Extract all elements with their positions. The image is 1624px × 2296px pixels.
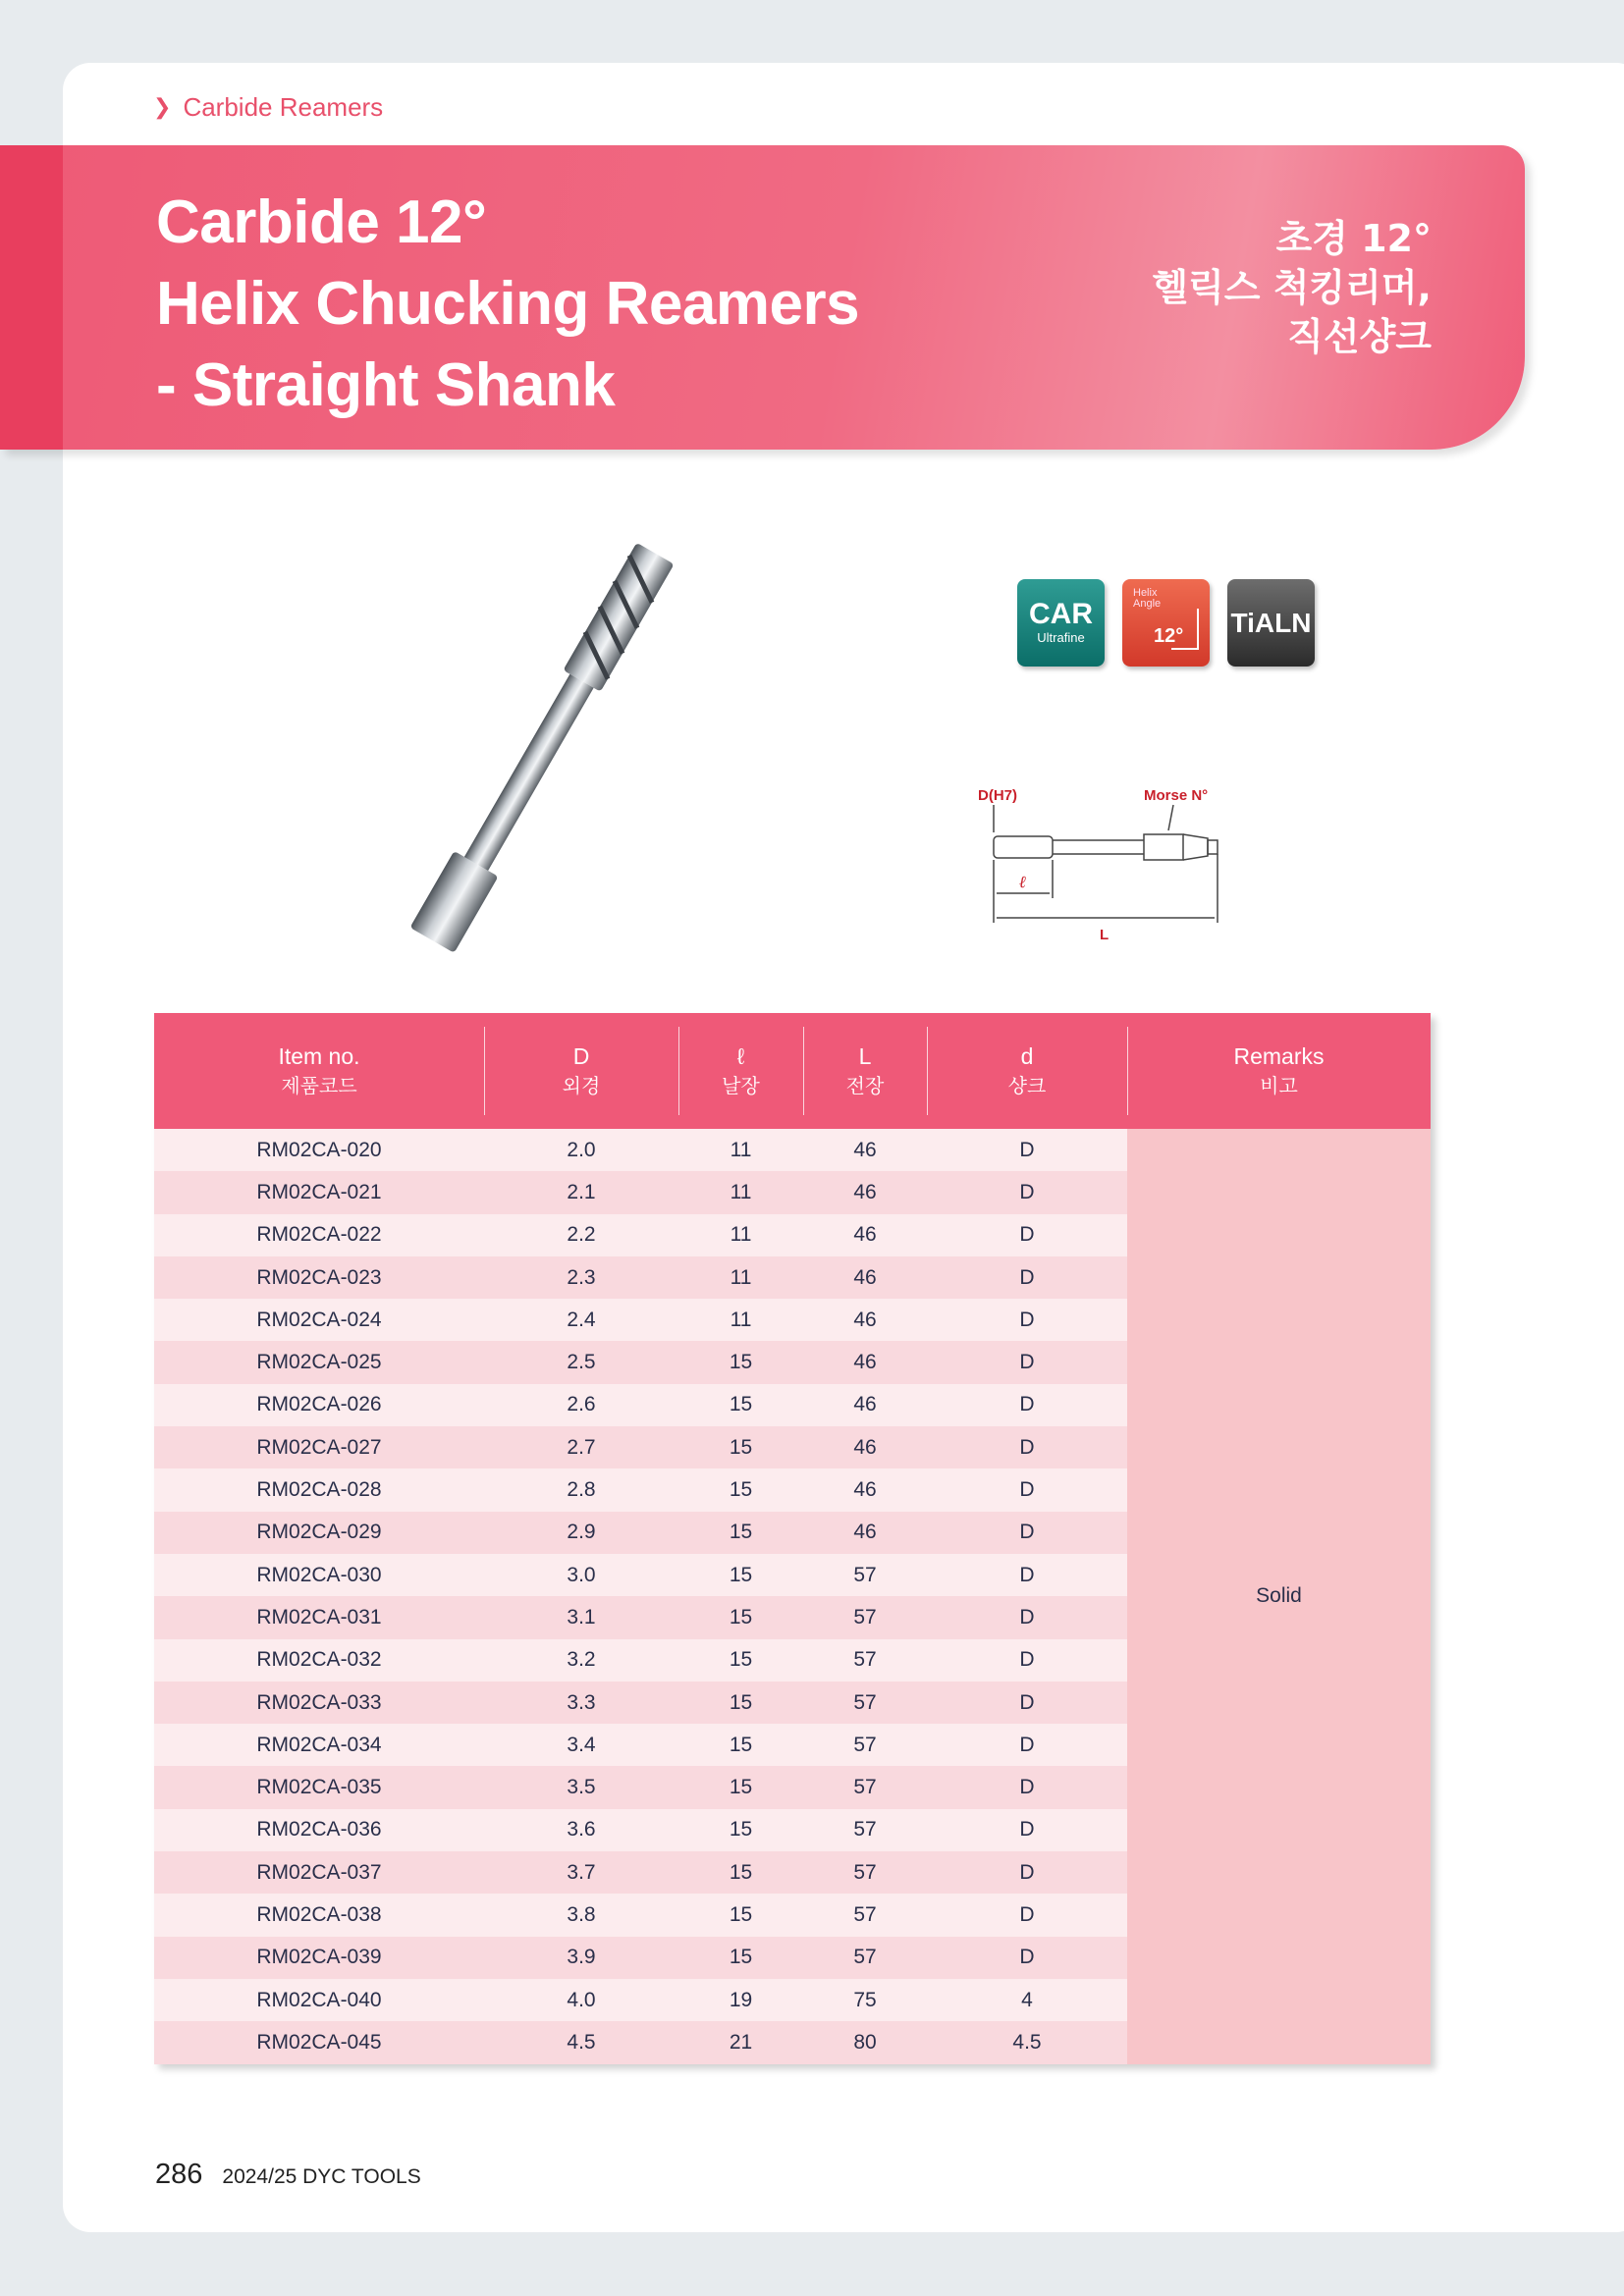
header-item-no: Item no. 제품코드 (278, 1043, 360, 1097)
cell-total-length: 46 (853, 1351, 877, 1374)
cell-diameter: 2.3 (567, 1265, 596, 1289)
breadcrumb[interactable] (153, 91, 383, 123)
cell-flute-length: 15 (729, 1435, 753, 1459)
cell-total-length: 57 (853, 1648, 877, 1672)
header-remarks: Remarks 비고 (1127, 1013, 1431, 1129)
cell-item-no: RM02CA-036 (256, 1818, 382, 1842)
cell-total-length: 46 (853, 1265, 877, 1289)
cell-total-length: 80 (853, 2030, 877, 2054)
cell-flute-length: 11 (730, 1265, 752, 1289)
cell-flute-length: 15 (729, 1605, 753, 1629)
title-line-1: Carbide 12° (156, 188, 487, 256)
cell-diameter: 4.5 (567, 2030, 596, 2054)
cell-shank: 4.5 (1012, 2030, 1042, 2054)
cell-shank: D (1019, 1818, 1035, 1842)
header-total-length: L 전장 (803, 1013, 927, 1129)
cell-item-no: RM02CA-027 (256, 1435, 382, 1459)
cell-item-no: RM02CA-035 (256, 1776, 382, 1799)
title-ko-line-3: 직선샹크 (1287, 315, 1432, 358)
cell-total-length: 46 (853, 1435, 877, 1459)
banner-edge (0, 145, 63, 450)
cell-item-no: RM02CA-022 (256, 1223, 382, 1247)
cell-diameter: 3.0 (567, 1563, 596, 1586)
cell-total-length: 57 (853, 1776, 877, 1799)
cell-diameter: 3.6 (567, 1818, 596, 1842)
cell-diameter: 2.5 (567, 1351, 596, 1374)
feature-badges (1017, 579, 1315, 667)
cell-diameter: 3.3 (567, 1690, 596, 1714)
cell-flute-length: 21 (729, 2030, 753, 2054)
cell-shank: D (1019, 1902, 1035, 1926)
cell-diameter: 3.8 (567, 1902, 596, 1926)
cell-shank: 4 (1021, 1988, 1033, 2011)
remarks-cell: Solid (1127, 1129, 1431, 2064)
carbide-badge-label: CAR (1029, 597, 1093, 630)
cell-shank: D (1019, 1946, 1035, 1969)
coating-badge-label: TiALN (1230, 607, 1312, 638)
cell-total-length: 46 (853, 1478, 877, 1502)
cell-shank: D (1019, 1860, 1035, 1884)
cell-shank: D (1019, 1776, 1035, 1799)
title-ko-line-1: 초경 12° (1275, 217, 1432, 260)
cell-flute-length: 11 (730, 1308, 752, 1331)
cell-total-length: 46 (853, 1180, 877, 1203)
cell-item-no: RM02CA-033 (256, 1690, 382, 1714)
cell-total-length: 57 (853, 1733, 877, 1756)
cell-diameter: 3.9 (567, 1946, 596, 1969)
cell-flute-length: 15 (729, 1776, 753, 1799)
cell-total-length: 57 (853, 1605, 877, 1629)
cell-item-no: RM02CA-039 (256, 1946, 382, 1969)
cell-shank: D (1019, 1435, 1035, 1459)
dimension-diagram (972, 775, 1365, 947)
cell-shank: D (1019, 1733, 1035, 1756)
cell-total-length: 57 (853, 1563, 877, 1586)
cell-shank: D (1019, 1605, 1035, 1629)
cell-diameter: 2.9 (567, 1521, 596, 1544)
chevron-right-icon: ❯ (153, 94, 172, 119)
cell-flute-length: 15 (729, 1860, 753, 1884)
cell-shank: D (1019, 1521, 1035, 1544)
cell-shank: D (1019, 1351, 1035, 1374)
cell-item-no: RM02CA-040 (256, 1988, 382, 2011)
cell-flute-length: 15 (729, 1946, 753, 1969)
table-header (154, 1013, 1431, 1129)
cell-diameter: 3.7 (567, 1860, 596, 1884)
cell-item-no: RM02CA-028 (256, 1478, 382, 1502)
cell-item-no: RM02CA-030 (256, 1563, 382, 1586)
cell-diameter: 2.7 (567, 1435, 596, 1459)
cell-item-no: RM02CA-021 (256, 1180, 382, 1203)
cell-item-no: RM02CA-025 (256, 1351, 382, 1374)
cell-flute-length: 11 (730, 1180, 752, 1203)
diagram-label-morse: Morse N° (1144, 787, 1209, 804)
header-flute-length: ℓ 날장 (678, 1013, 803, 1129)
cell-total-length: 57 (853, 1818, 877, 1842)
cell-diameter: 3.2 (567, 1648, 596, 1672)
cell-flute-length: 15 (729, 1648, 753, 1672)
cell-total-length: 46 (853, 1308, 877, 1331)
cell-total-length: 46 (853, 1393, 877, 1416)
cell-item-no: RM02CA-024 (256, 1308, 382, 1331)
title-line-2: Helix Chucking Reamers (156, 270, 860, 338)
diagram-label-l-small: ℓ (1019, 873, 1027, 891)
page-title (156, 182, 859, 426)
cell-flute-length: 19 (729, 1988, 753, 2011)
header-shank: d 샹크 (927, 1013, 1127, 1129)
cell-shank: D (1019, 1648, 1035, 1672)
cell-diameter: 2.6 (567, 1393, 596, 1416)
cell-diameter: 2.0 (567, 1138, 596, 1161)
cell-total-length: 57 (853, 1902, 877, 1926)
cell-flute-length: 15 (729, 1818, 753, 1842)
cell-flute-length: 15 (729, 1521, 753, 1544)
cell-total-length: 46 (853, 1138, 877, 1161)
header-diameter: D 외경 (484, 1013, 678, 1129)
coating-badge (1227, 579, 1315, 667)
cell-flute-length: 15 (729, 1563, 753, 1586)
breadcrumb-label: Carbide Reamers (183, 91, 384, 122)
diagram-label-d: D(H7) (978, 787, 1017, 804)
table-body (154, 1129, 1431, 2064)
cell-item-no: RM02CA-045 (256, 2030, 382, 2054)
cell-shank: D (1019, 1223, 1035, 1247)
cell-item-no: RM02CA-031 (256, 1605, 382, 1629)
helix-angle-badge (1122, 579, 1210, 667)
page-number: 286 (155, 2159, 203, 2190)
page-footer (155, 2159, 421, 2191)
helix-badge-value: 12° (1154, 625, 1184, 647)
cell-diameter: 2.1 (567, 1180, 596, 1203)
cell-diameter: 3.4 (567, 1733, 596, 1756)
helix-badge-text: Helix Angle (1133, 587, 1162, 610)
cell-flute-length: 15 (729, 1393, 753, 1416)
cell-flute-length: 15 (729, 1478, 753, 1502)
page-title-korean (1152, 214, 1432, 361)
cell-diameter: 3.5 (567, 1776, 596, 1799)
reamer-photo (285, 515, 835, 957)
title-ko-line-2: 헬릭스 척킹리머, (1152, 266, 1432, 309)
cell-item-no: RM02CA-038 (256, 1902, 382, 1926)
cell-diameter: 4.0 (567, 1988, 596, 2011)
cell-shank: D (1019, 1138, 1035, 1161)
title-line-3: - Straight Shank (156, 351, 616, 419)
cell-total-length: 46 (853, 1521, 877, 1544)
cell-diameter: 3.1 (567, 1605, 596, 1629)
carbide-badge-sub: Ultrafine (1037, 629, 1085, 645)
cell-flute-length: 15 (729, 1733, 753, 1756)
cell-total-length: 57 (853, 1690, 877, 1714)
cell-item-no: RM02CA-037 (256, 1860, 382, 1884)
cell-diameter: 2.4 (567, 1308, 596, 1331)
cell-shank: D (1019, 1308, 1035, 1331)
diagram-label-L: L (1100, 927, 1110, 943)
cell-shank: D (1019, 1180, 1035, 1203)
cell-item-no: RM02CA-026 (256, 1393, 382, 1416)
cell-item-no: RM02CA-032 (256, 1648, 382, 1672)
cell-flute-length: 15 (729, 1690, 753, 1714)
cell-item-no: RM02CA-034 (256, 1733, 382, 1756)
cell-diameter: 2.8 (567, 1478, 596, 1502)
cell-total-length: 75 (853, 1988, 877, 2011)
cell-flute-length: 11 (730, 1138, 752, 1161)
product-table (154, 1013, 1431, 2064)
cell-total-length: 46 (853, 1223, 877, 1247)
cell-diameter: 2.2 (567, 1223, 596, 1247)
cell-flute-length: 11 (730, 1223, 752, 1247)
cell-flute-length: 15 (729, 1902, 753, 1926)
cell-total-length: 57 (853, 1946, 877, 1969)
cell-flute-length: 15 (729, 1351, 753, 1374)
cell-shank: D (1019, 1690, 1035, 1714)
cell-shank: D (1019, 1478, 1035, 1502)
cell-total-length: 57 (853, 1860, 877, 1884)
cell-shank: D (1019, 1393, 1035, 1416)
catalog-name: 2024/25 DYC TOOLS (222, 2165, 421, 2188)
cell-shank: D (1019, 1563, 1035, 1586)
cell-item-no: RM02CA-020 (256, 1138, 382, 1161)
cell-item-no: RM02CA-029 (256, 1521, 382, 1544)
carbide-badge (1017, 579, 1105, 667)
cell-shank: D (1019, 1265, 1035, 1289)
cell-item-no: RM02CA-023 (256, 1265, 382, 1289)
